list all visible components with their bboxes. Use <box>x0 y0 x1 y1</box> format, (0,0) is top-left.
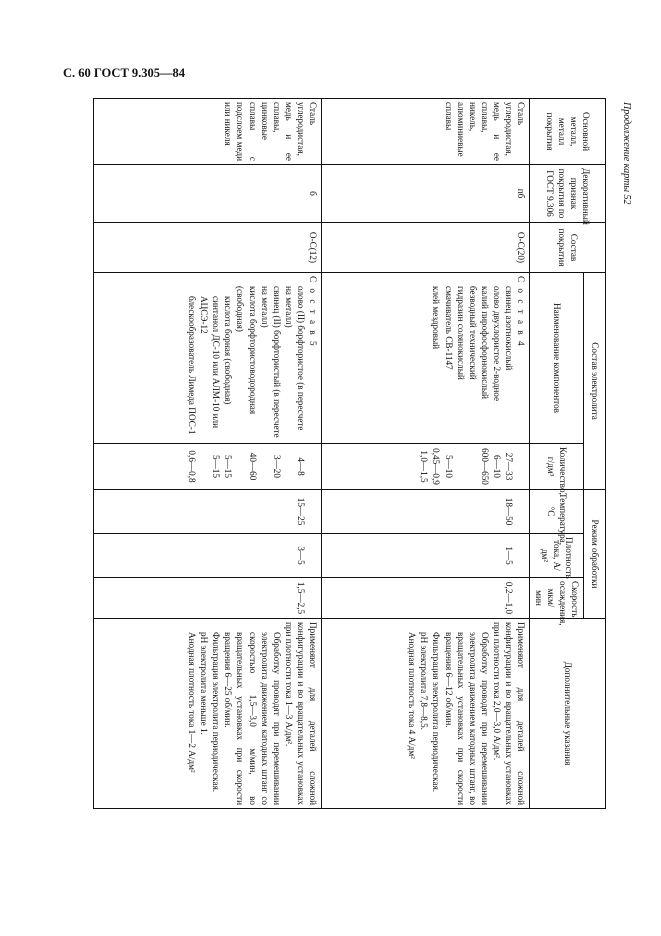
header-electrolyte-group: Состав электролита <box>584 273 606 490</box>
cell-current-density <box>94 534 322 578</box>
note-paragraph: Применяют для деталей сложной конфигурации и во вращательных установках при плотности тока 2,0—3,0 А/дм². <box>492 622 527 805</box>
table-row-composition-5 <box>94 99 322 809</box>
note-paragraph: Фильтрация электролита периодическая. <box>431 632 442 793</box>
cell-quantities <box>322 444 530 490</box>
quantity-value: 6—10 <box>492 455 503 478</box>
temperature-value: 18—50 <box>504 497 515 526</box>
component-item: свинец (II) борфтористый (в пересчете на металл) <box>259 286 282 438</box>
header-notes: Дополнительные указания <box>530 619 606 809</box>
component-item: смачиватель СВ-1147 <box>443 286 454 370</box>
cell-components <box>94 273 322 444</box>
composition-title: С о с т а в 5 <box>308 276 319 348</box>
quantity-value: 0,6—0,8 <box>186 450 197 483</box>
component-item: свинец азотнокислый <box>504 286 515 371</box>
header-decorative: Декоративный признак покрытия по ГОСТ 9.306 <box>530 165 606 223</box>
cell-deposition-rate <box>322 578 530 619</box>
quantity-value: 4—8 <box>296 457 307 476</box>
note-paragraph: Анодная плотность тока 4 А/дм² <box>407 632 418 759</box>
note-paragraph: рН электролита 7,8—8,5. <box>419 632 430 730</box>
cell-current-density <box>322 534 530 578</box>
deposition-rate-value: 0,2—1,0 <box>504 581 515 615</box>
current-density-value: 1—5 <box>504 546 515 565</box>
header-coating-composition: Состав покрытия <box>530 223 606 273</box>
cell-base-metal: Сталь углеродистая, медь и ее сплавы, никель, алюминиевые сплавы <box>322 99 530 165</box>
component-item: клей мездровый <box>431 286 442 350</box>
page-header: С. 60 ГОСТ 9.305—84 <box>63 66 186 80</box>
quantity-value: 5—15 <box>211 455 222 478</box>
header-mode-group: Режим обработки <box>584 490 606 619</box>
composition-title: С о с т а в 4 <box>516 276 527 348</box>
rotated-table-container <box>93 98 606 808</box>
header-current-density: Плотность тока, А/дм² <box>530 534 584 578</box>
cell-components <box>322 273 530 444</box>
quantity-value: 1,0—1,5 <box>419 450 430 483</box>
component-item: гидразин солянокислый <box>455 286 466 380</box>
quantity-value: 27—33 <box>504 452 515 481</box>
component-item: синтанол ДС-10 или АЛМ-10 или АЦСЭ-12 <box>198 296 222 429</box>
note-paragraph: Обработку проводят при перемешивании электролита движением катодных штанг, во вращательных установках при скорости вращения 6—12 об/мин. <box>443 632 491 805</box>
cell-coating: О-С(12) <box>94 223 322 273</box>
temperature-value: 15—25 <box>296 497 307 526</box>
deposition-rate-value: 1,5—2,5 <box>296 581 307 615</box>
cell-notes <box>322 619 530 809</box>
component-item: олово двухлористое 2-водное <box>492 286 503 402</box>
quantity-value: 3—20 <box>271 455 282 478</box>
note-paragraph: Применяют для деталей сложной конфигурации и во вращательных установках при плотности тока 1—3 А/дм². <box>283 622 319 805</box>
quantity-value: 5—15 <box>223 455 234 478</box>
cell-deposition-rate <box>94 578 322 619</box>
note-paragraph: Обработку проводят при перемешивании электролита движением катодных штанг со скоростью 1,5—3,0 м/мин, во вращательных установках при скорости вращения 6—25 об/мин. <box>223 632 282 805</box>
cell-notes <box>94 619 322 809</box>
quantity-value: 0,45—0,9 <box>431 448 442 485</box>
cell-base-metal: Сталь углеродистая, медь и ее сплавы, цинковые сплавы с подслоем меди или никеля <box>94 99 322 165</box>
table-row-composition-4 <box>322 99 530 809</box>
header-row-1 <box>584 99 606 809</box>
quantity-value: 5—10 <box>443 455 454 478</box>
electrolyte-table <box>93 98 606 809</box>
quantity-value: 600—650 <box>480 448 491 485</box>
continuation-label: Продолжение карты 52 <box>621 102 632 205</box>
component-item: калий пирофосфорнокислый безводный технический <box>467 286 491 399</box>
cell-decorative: пб <box>322 165 530 223</box>
header-deposition-rate: Скорость осаждения, мкм/мин <box>530 578 584 619</box>
cell-temperature <box>322 490 530 534</box>
note-paragraph: Анодная плотность тока 1—2 А/дм² <box>186 632 197 773</box>
header-temperature: Температура, °С <box>530 490 584 534</box>
component-item: кислота борная (свободная) <box>223 296 234 405</box>
cell-coating: О-С(20) <box>322 223 530 273</box>
cell-temperature <box>94 490 322 534</box>
quantity-value: 40—60 <box>247 452 258 481</box>
header-quantity: Количество, г/дм³ <box>530 444 584 490</box>
note-paragraph: рН электролита меньше 1. <box>198 632 209 735</box>
component-item: кислота борфтористоводородная (свободная) <box>235 286 258 415</box>
current-density-value: 3—5 <box>296 546 307 565</box>
cell-quantities <box>94 444 322 490</box>
component-item: олово (II) борфтористое (в пересчете на металл) <box>283 286 307 431</box>
note-paragraph: Фильтрация электролита периодическая. <box>211 632 222 793</box>
header-component-name: Наименование компонентов <box>530 273 584 444</box>
cell-decorative: б <box>94 165 322 223</box>
component-item: блескообразователь Лимеда ПОС-1 <box>186 296 197 435</box>
header-base-metal: Основной металл, металл покрытия <box>530 99 606 165</box>
